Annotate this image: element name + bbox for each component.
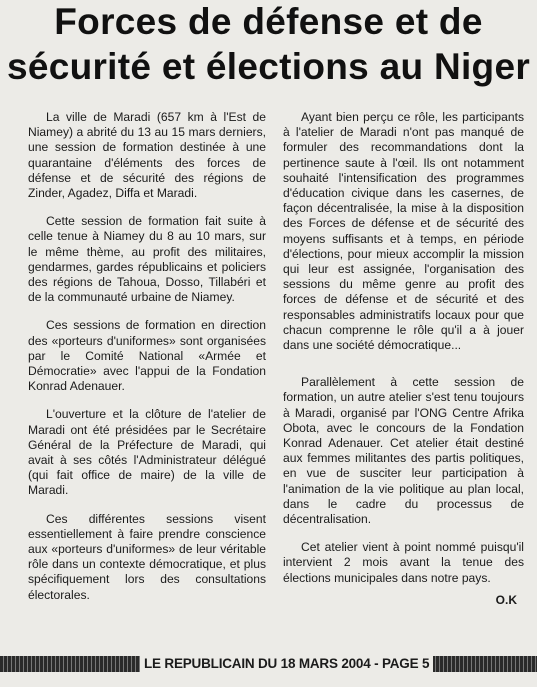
footer-page-info: LE REPUBLICAIN DU 18 MARS 2004 - PAGE 5 (140, 654, 433, 674)
article-right-column (283, 110, 524, 599)
paragraph: Cette session de formation fait suite à celle tenue à Niamey du 8 au 10 mars, sur le même thème, au profit des militaires, gendarmes, gardes républicains et policiers des régions de Tahoua, Dosso, Tillabéri et de la communauté urbaine de Niamey. (28, 214, 266, 305)
article-left-column (28, 110, 266, 616)
headline-line-2: sécurité et élections au Niger (6, 46, 531, 87)
author-signature: O.K (495, 593, 517, 607)
paragraph: Parallèlement à cette session de formation, un autre atelier s'est tenu toujours à Maradi, organisé par l'ONG Centre Afrika Obota, avec le concours de la Fondation Konrad Adenauer. Cet atelier était destiné aux femmes militantes des partis politiques, en vue de susciter leur participation à l'animation de la vie politique au plan local, dans le cadre du processus de décentralisation. (283, 375, 524, 527)
headline-line-1: Forces de défense et de (54, 1, 483, 42)
footer-margin (0, 672, 537, 687)
paragraph: La ville de Maradi (657 km à l'Est de Niamey) a abrité du 13 au 15 mars derniers, une session de formation destinée à une quarantaine d'éléments des forces de défense et de sécurité des régions de Zinder, Agadez, Diffa et Maradi. (28, 110, 266, 201)
paragraph: Ayant bien perçu ce rôle, les participants à l'atelier de Maradi n'ont pas manqué de formuler des recommandations dont la pertinence saute à l'œil. Ils ont notamment souhaité l'intensification des programmes d'éducation civique dans les casernes, de façon décentralisée, la mise à la disposition des Forces de défense et de sécurité des moyens suffisants et à temps, en période d'élections, pour mieux accomplir la mission qui leur est assignée, l'organisation des sessions du même genre au profit des forces de défense et de sécurité et des responsables administratifs locaux pour que chacun comprenne le rôle qu'il a à jouer dans une société démocratique... (283, 110, 524, 353)
paragraph: L'ouverture et la clôture de l'atelier de Maradi ont été présidées par le Secrétaire Général de la Préfecture de Maradi, qui avait à ses côtés l'Administrateur délégué (qui fait office de maire) de la ville de Maradi. (28, 407, 266, 498)
paragraph: Cet atelier vient à point nommé puisqu'il intervient 2 mois avant la tenue des élections municipales dans notre pays. (283, 540, 524, 585)
paragraph: Ces sessions de formation en direction des «porteurs d'uniformes» sont organisées par le Comité National «Armée et Démocratie» avec l'appui de la Fondation Konrad Adenauer. (28, 318, 266, 394)
paragraph: Ces différentes sessions visent essentiellement à faire prendre conscience aux «porteurs d'uniformes» de leur véritable rôle dans un contexte démocratique, et plus spécifiquement lors des consultations électorales. (28, 511, 266, 602)
